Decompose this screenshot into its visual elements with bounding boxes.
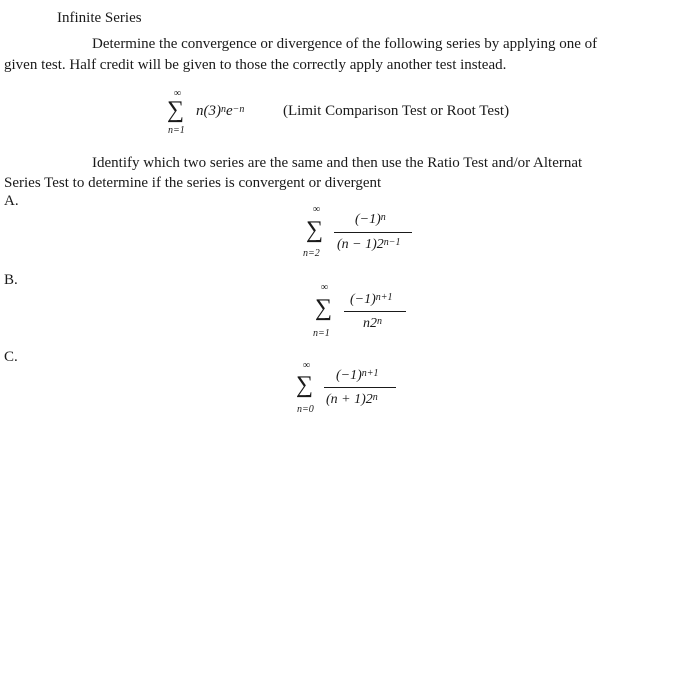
option-label: B. [4, 272, 18, 288]
fraction-bar [344, 311, 406, 312]
sum-upper-limit: ∞ [303, 360, 311, 371]
fraction-denominator: $(n + 1)2^n$ [326, 392, 378, 407]
fraction-numerator: $(-1)^{n+1}$ [336, 368, 379, 383]
sum-upper-limit: ∞ [321, 282, 329, 293]
sum-lower-limit: n=0 [297, 404, 314, 415]
part1-instruction-line1: Determine the convergence or divergence of the following series by applying one of [92, 36, 598, 52]
sigma-symbol: ∑ [315, 295, 333, 321]
page-title: Infinite Series [57, 10, 142, 26]
fraction-numerator: $(-1)^n$ [355, 212, 386, 227]
series-term: $n(3)^ne^{-n}$ [196, 103, 245, 119]
sum-lower-limit: n=1 [168, 125, 185, 136]
sigma-symbol: ∑ [296, 372, 314, 398]
fraction-bar [334, 232, 412, 233]
test-hint: (Limit Comparison Test or Root Test) [283, 103, 510, 119]
part2-instruction-line2: Series Test to determine if the series is convergent or divergent [4, 175, 382, 191]
option-label: A. [4, 193, 19, 209]
fraction-denominator: n2$^n$ [363, 316, 382, 331]
sum-upper-limit: ∞ [174, 88, 182, 99]
fraction-denominator: $(n - 1)2^{n-1}$ [337, 237, 401, 252]
option-label: C. [4, 349, 18, 365]
sum-lower-limit: n=1 [313, 328, 330, 339]
fraction-bar [324, 387, 396, 388]
part2-instruction-line1: Identify which two series are the same and then use the Ratio Test and/or Alternat [92, 155, 583, 171]
part1-instruction-line2: given test. Half credit will be given to those the correctly apply another test instead. [4, 57, 507, 73]
sigma-symbol: ∑ [167, 97, 185, 123]
sum-lower-limit: n=2 [303, 248, 320, 259]
sum-upper-limit: ∞ [313, 204, 321, 215]
fraction-numerator: $(-1)^{n+1}$ [350, 292, 393, 307]
sigma-symbol: ∑ [306, 217, 324, 243]
